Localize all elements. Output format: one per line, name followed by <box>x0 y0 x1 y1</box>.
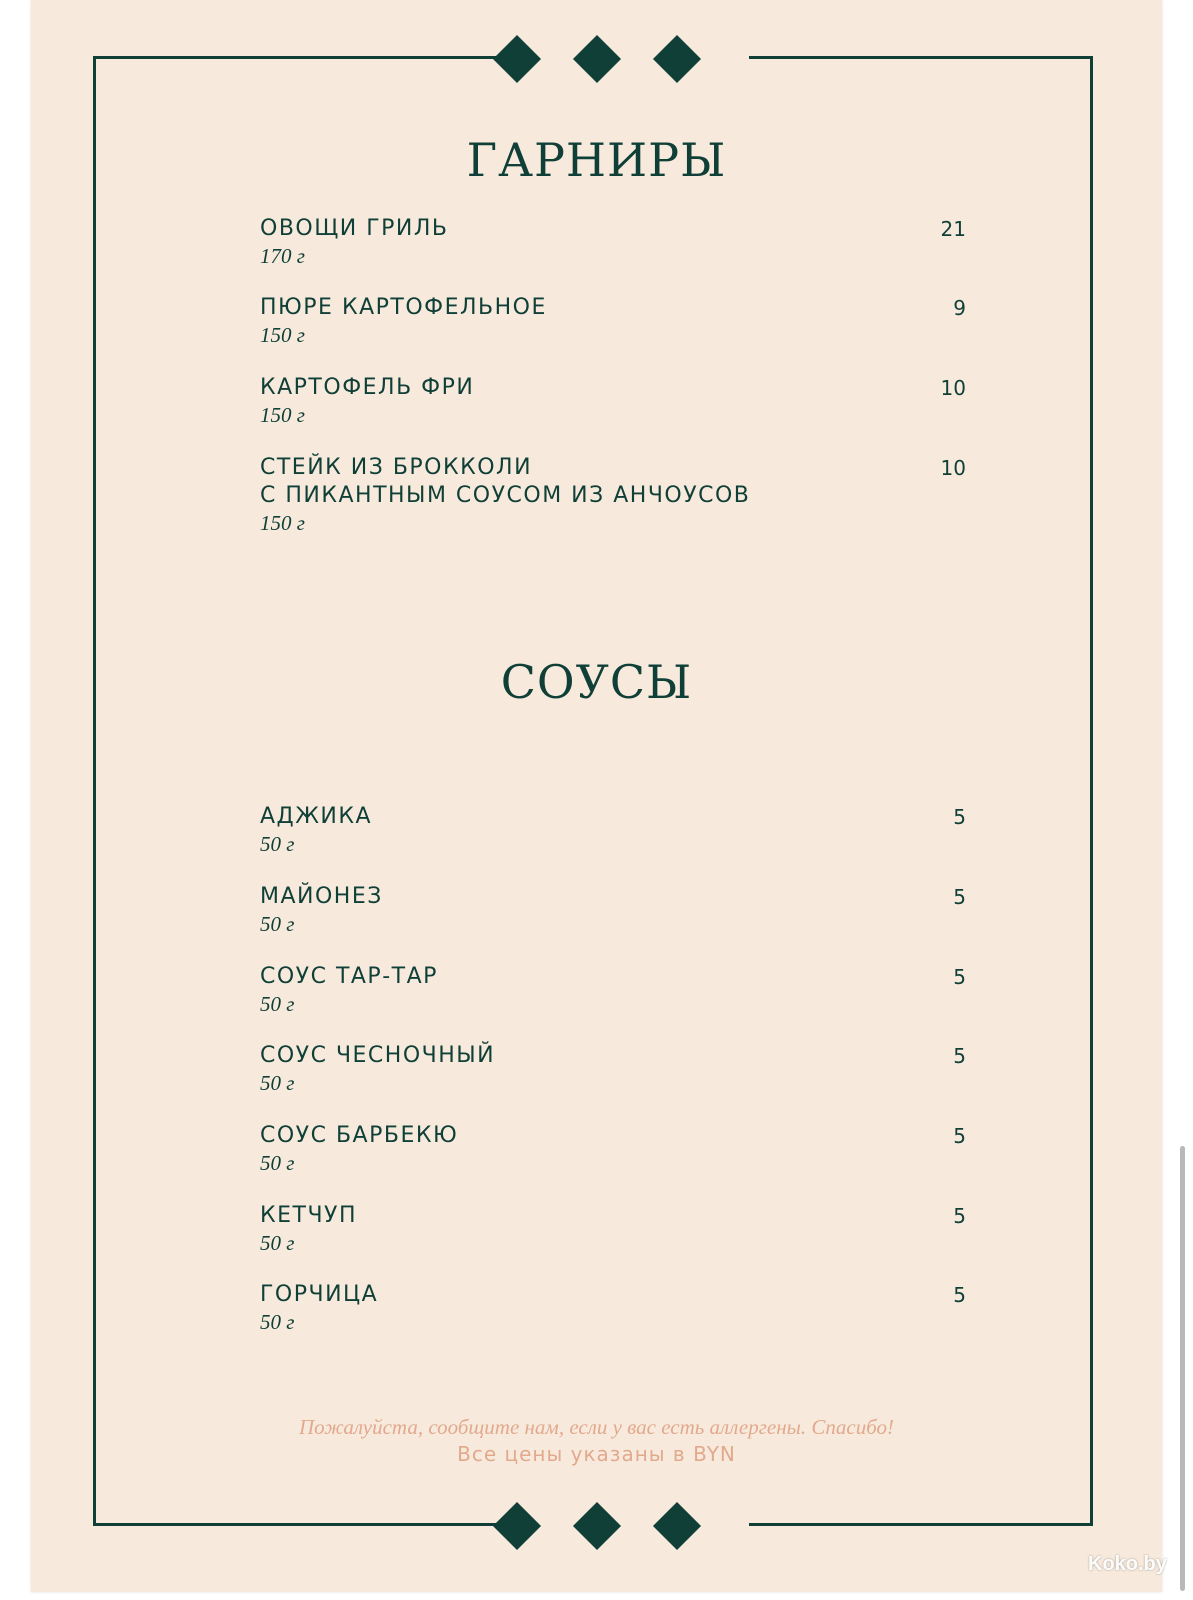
menu-item <box>260 883 966 937</box>
item-price: 5 <box>953 805 966 829</box>
diamond-icon <box>652 35 700 83</box>
menu-item <box>260 1122 966 1176</box>
vertical-scrollbar[interactable] <box>1180 1146 1185 1591</box>
diamond-icon <box>652 1502 700 1550</box>
menu-item <box>260 963 966 1017</box>
item-weight: 50 г <box>260 1071 295 1095</box>
currency-note: Все цены указаны в BYN <box>457 1442 736 1466</box>
section-title-garnishes: ГАРНИРЫ <box>466 133 727 187</box>
item-weight: 50 г <box>260 1310 295 1334</box>
menu-item <box>260 803 966 857</box>
item-weight: 50 г <box>260 832 295 856</box>
item-name: СОУС ТАР-ТАР <box>260 964 438 989</box>
item-name: ПЮРЕ КАРТОФЕЛЬНОЕ <box>260 295 547 320</box>
item-price: 10 <box>940 456 966 480</box>
item-weight: 170 г <box>260 244 305 268</box>
item-name: ГОРЧИЦА <box>260 1282 379 1307</box>
item-name: АДЖИКА <box>260 804 373 829</box>
item-weight: 150 г <box>260 323 305 347</box>
item-price: 5 <box>953 1124 966 1148</box>
menu-page <box>31 0 1162 1592</box>
diamond-icon <box>572 1502 620 1550</box>
item-name: СОУС БАРБЕКЮ <box>260 1123 459 1148</box>
bottom-ornament <box>31 1502 1162 1550</box>
item-price: 10 <box>940 376 966 400</box>
item-weight: 50 г <box>260 1151 295 1175</box>
diamond-icon <box>492 1502 540 1550</box>
item-name: КЕТЧУП <box>260 1203 357 1228</box>
top-ornament <box>31 35 1162 83</box>
menu-item <box>260 1042 966 1096</box>
item-weight: 50 г <box>260 1231 295 1255</box>
item-weight: 150 г <box>260 511 305 535</box>
item-price: 5 <box>953 1204 966 1228</box>
watermark-logo: Koko.by <box>1088 1553 1167 1575</box>
item-price: 5 <box>953 1044 966 1068</box>
menu-item <box>260 454 966 536</box>
item-price: 5 <box>953 965 966 989</box>
item-weight: 150 г <box>260 403 305 427</box>
allergens-note: Пожалуйста, сообщите нам, если у вас есть аллергены. Спасибо! <box>299 1415 894 1439</box>
menu-item <box>260 1202 966 1256</box>
section-title-sauces: СОУСЫ <box>500 655 693 709</box>
diamond-icon <box>492 35 540 83</box>
menu-item <box>260 294 966 348</box>
item-weight: 50 г <box>260 912 295 936</box>
item-weight: 50 г <box>260 992 295 1016</box>
item-name: КАРТОФЕЛЬ ФРИ <box>260 375 475 400</box>
item-price: 9 <box>953 296 966 320</box>
item-name: СТЕЙК ИЗ БРОККОЛИ С ПИКАНТНЫМ СОУСОМ ИЗ АНЧОУСОВ <box>260 455 751 508</box>
item-name: СОУС ЧЕСНОЧНЫЙ <box>260 1043 496 1068</box>
diamond-icon <box>572 35 620 83</box>
item-price: 5 <box>953 1283 966 1307</box>
item-name: ОВОЩИ ГРИЛЬ <box>260 216 449 241</box>
item-price: 5 <box>953 885 966 909</box>
menu-item <box>260 374 966 428</box>
menu-item <box>260 1281 966 1335</box>
menu-item <box>260 215 966 269</box>
item-name: МАЙОНЕЗ <box>260 884 383 909</box>
item-price: 21 <box>940 217 966 241</box>
